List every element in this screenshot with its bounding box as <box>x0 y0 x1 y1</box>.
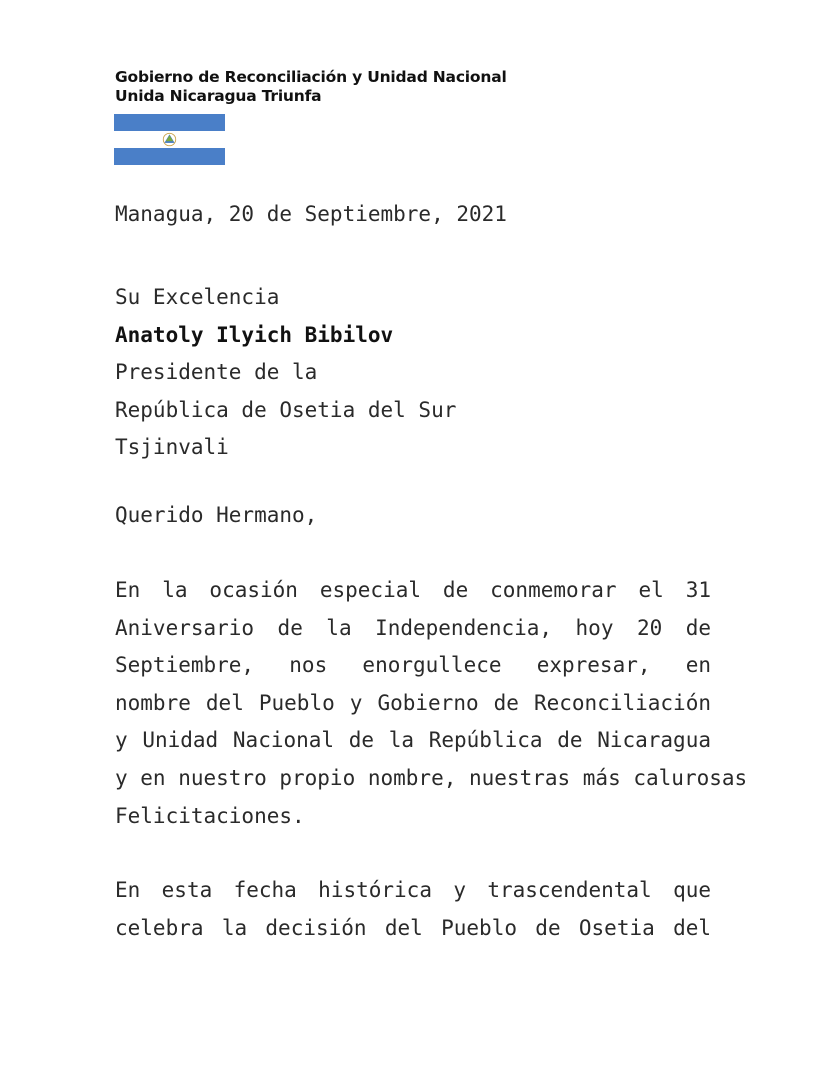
recipient-city: Tsjinvali <box>115 435 229 460</box>
recipient-title-line-2: República de Osetia del Sur <box>115 397 457 422</box>
paragraph-line: En la ocasión especial de conmemorar el 31 <box>115 578 711 602</box>
letter-date: Managua, 20 de Septiembre, 2021 <box>115 202 507 226</box>
paragraph-line: Felicitaciones. <box>115 803 305 828</box>
recipient-block <box>115 279 456 467</box>
recipient-title-line-1: Presidente de la <box>115 360 318 385</box>
salutation: Querido Hermano, <box>115 503 318 527</box>
recipient-name: Anatoly Ilyich Bibilov <box>115 322 394 347</box>
paragraph-line: Septiembre, nos enorgullece expresar, en <box>115 653 711 678</box>
paragraph-line: nombre del Pueblo y Gobierno de Reconciliación <box>115 690 711 715</box>
paragraph-1 <box>115 572 748 835</box>
letterhead <box>115 68 507 106</box>
recipient-honorific: Su Excelencia <box>115 285 280 309</box>
paragraph-line: Aniversario de la Independencia, hoy 20 de <box>115 615 711 640</box>
letterhead-line-1: Gobierno de Reconciliación y Unidad Nacional <box>115 68 507 86</box>
paragraph-line: En esta fecha histórica y trascendental que <box>115 878 711 902</box>
paragraph-2 <box>115 872 711 947</box>
nicaragua-flag-icon <box>114 114 225 165</box>
paragraph-line: celebra la decisión del Pueblo de Osetia del <box>115 915 711 940</box>
paragraph-line: y en nuestro propio nombre, nuestras más calurosas <box>115 765 748 790</box>
letterhead-line-2: Unida Nicaragua Triunfa <box>115 87 322 105</box>
paragraph-line: y Unidad Nacional de la República de Nicaragua <box>115 728 711 753</box>
